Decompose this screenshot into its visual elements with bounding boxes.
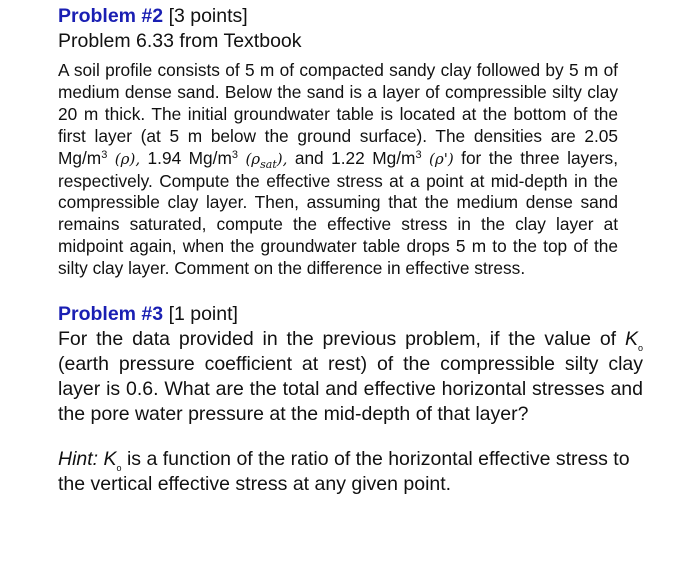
problem-3-section <box>58 302 648 427</box>
rho-sat-symbol: $(\rho_{sat})$, <box>245 149 288 171</box>
problem-3-title: Problem #3 <box>58 303 164 326</box>
problem-3-body-part1: For the data provided in the previous problem, if the value of <box>58 328 625 351</box>
superscript-3: 3 <box>231 148 238 161</box>
k-symbol: K <box>624 328 638 351</box>
rho-symbol: (ρ), <box>114 149 141 168</box>
superscript-3: 3 <box>415 148 422 161</box>
problem-3-body-part2: (earth pressure coefficient at rest) of the compressible silty clay layer is 0.6. What are the total and effective horizontal stresses and the pore water pressure at the mid-depth of that layer? <box>58 353 643 426</box>
hint-text: is a function of the ratio of the horizontal effective stress to the vertical effective stress at any given point. <box>58 448 630 496</box>
superscript-3: 3 <box>101 148 108 161</box>
problem-3-heading <box>58 302 648 327</box>
rho-prime-symbol: (ρ') <box>429 149 454 168</box>
k-subscript: o <box>116 463 122 474</box>
problem-3-body <box>58 327 643 427</box>
hint-paragraph <box>58 447 648 497</box>
problem-2-body-part2: 1.94 Mg/m <box>140 147 232 168</box>
problem-2-body-part4: for the three layers, respectively. Compute the effective stress at a point at mid-depth in the compressible clay layer. Then, assuming that the medium dense sand remains saturated, compute the effective stress in the clay layer at midpoint again, when the groundwater table drops 5 m to the top of the silty clay layer. Comment on the difference in effective stress. <box>58 147 619 279</box>
problem-2-points: [3 points] <box>168 5 248 27</box>
problem-2-body-part3: and 1.22 Mg/m <box>287 147 416 168</box>
document-page <box>58 4 648 497</box>
k-subscript: o <box>637 343 643 354</box>
problem-2-body <box>58 60 618 280</box>
problem-2-body-part1: A soil profile consists of 5 m of compacted sandy clay followed by 5 m of medium dense sand. Below the sand is a layer of compressible silty clay 20 m thick. The initial groundwater table is located at the bottom of the first layer (at 5 m below the ground surface). The densities are 2.05 Mg/m <box>58 60 618 168</box>
problem-2-heading <box>58 4 648 29</box>
problem-2-section <box>58 4 648 280</box>
problem-3-points: [1 point] <box>168 303 238 326</box>
problem-2-title: Problem #2 <box>58 5 164 27</box>
problem-2-source: Problem 6.33 from Textbook <box>58 30 302 52</box>
hint-label: Hint: K <box>58 448 117 471</box>
